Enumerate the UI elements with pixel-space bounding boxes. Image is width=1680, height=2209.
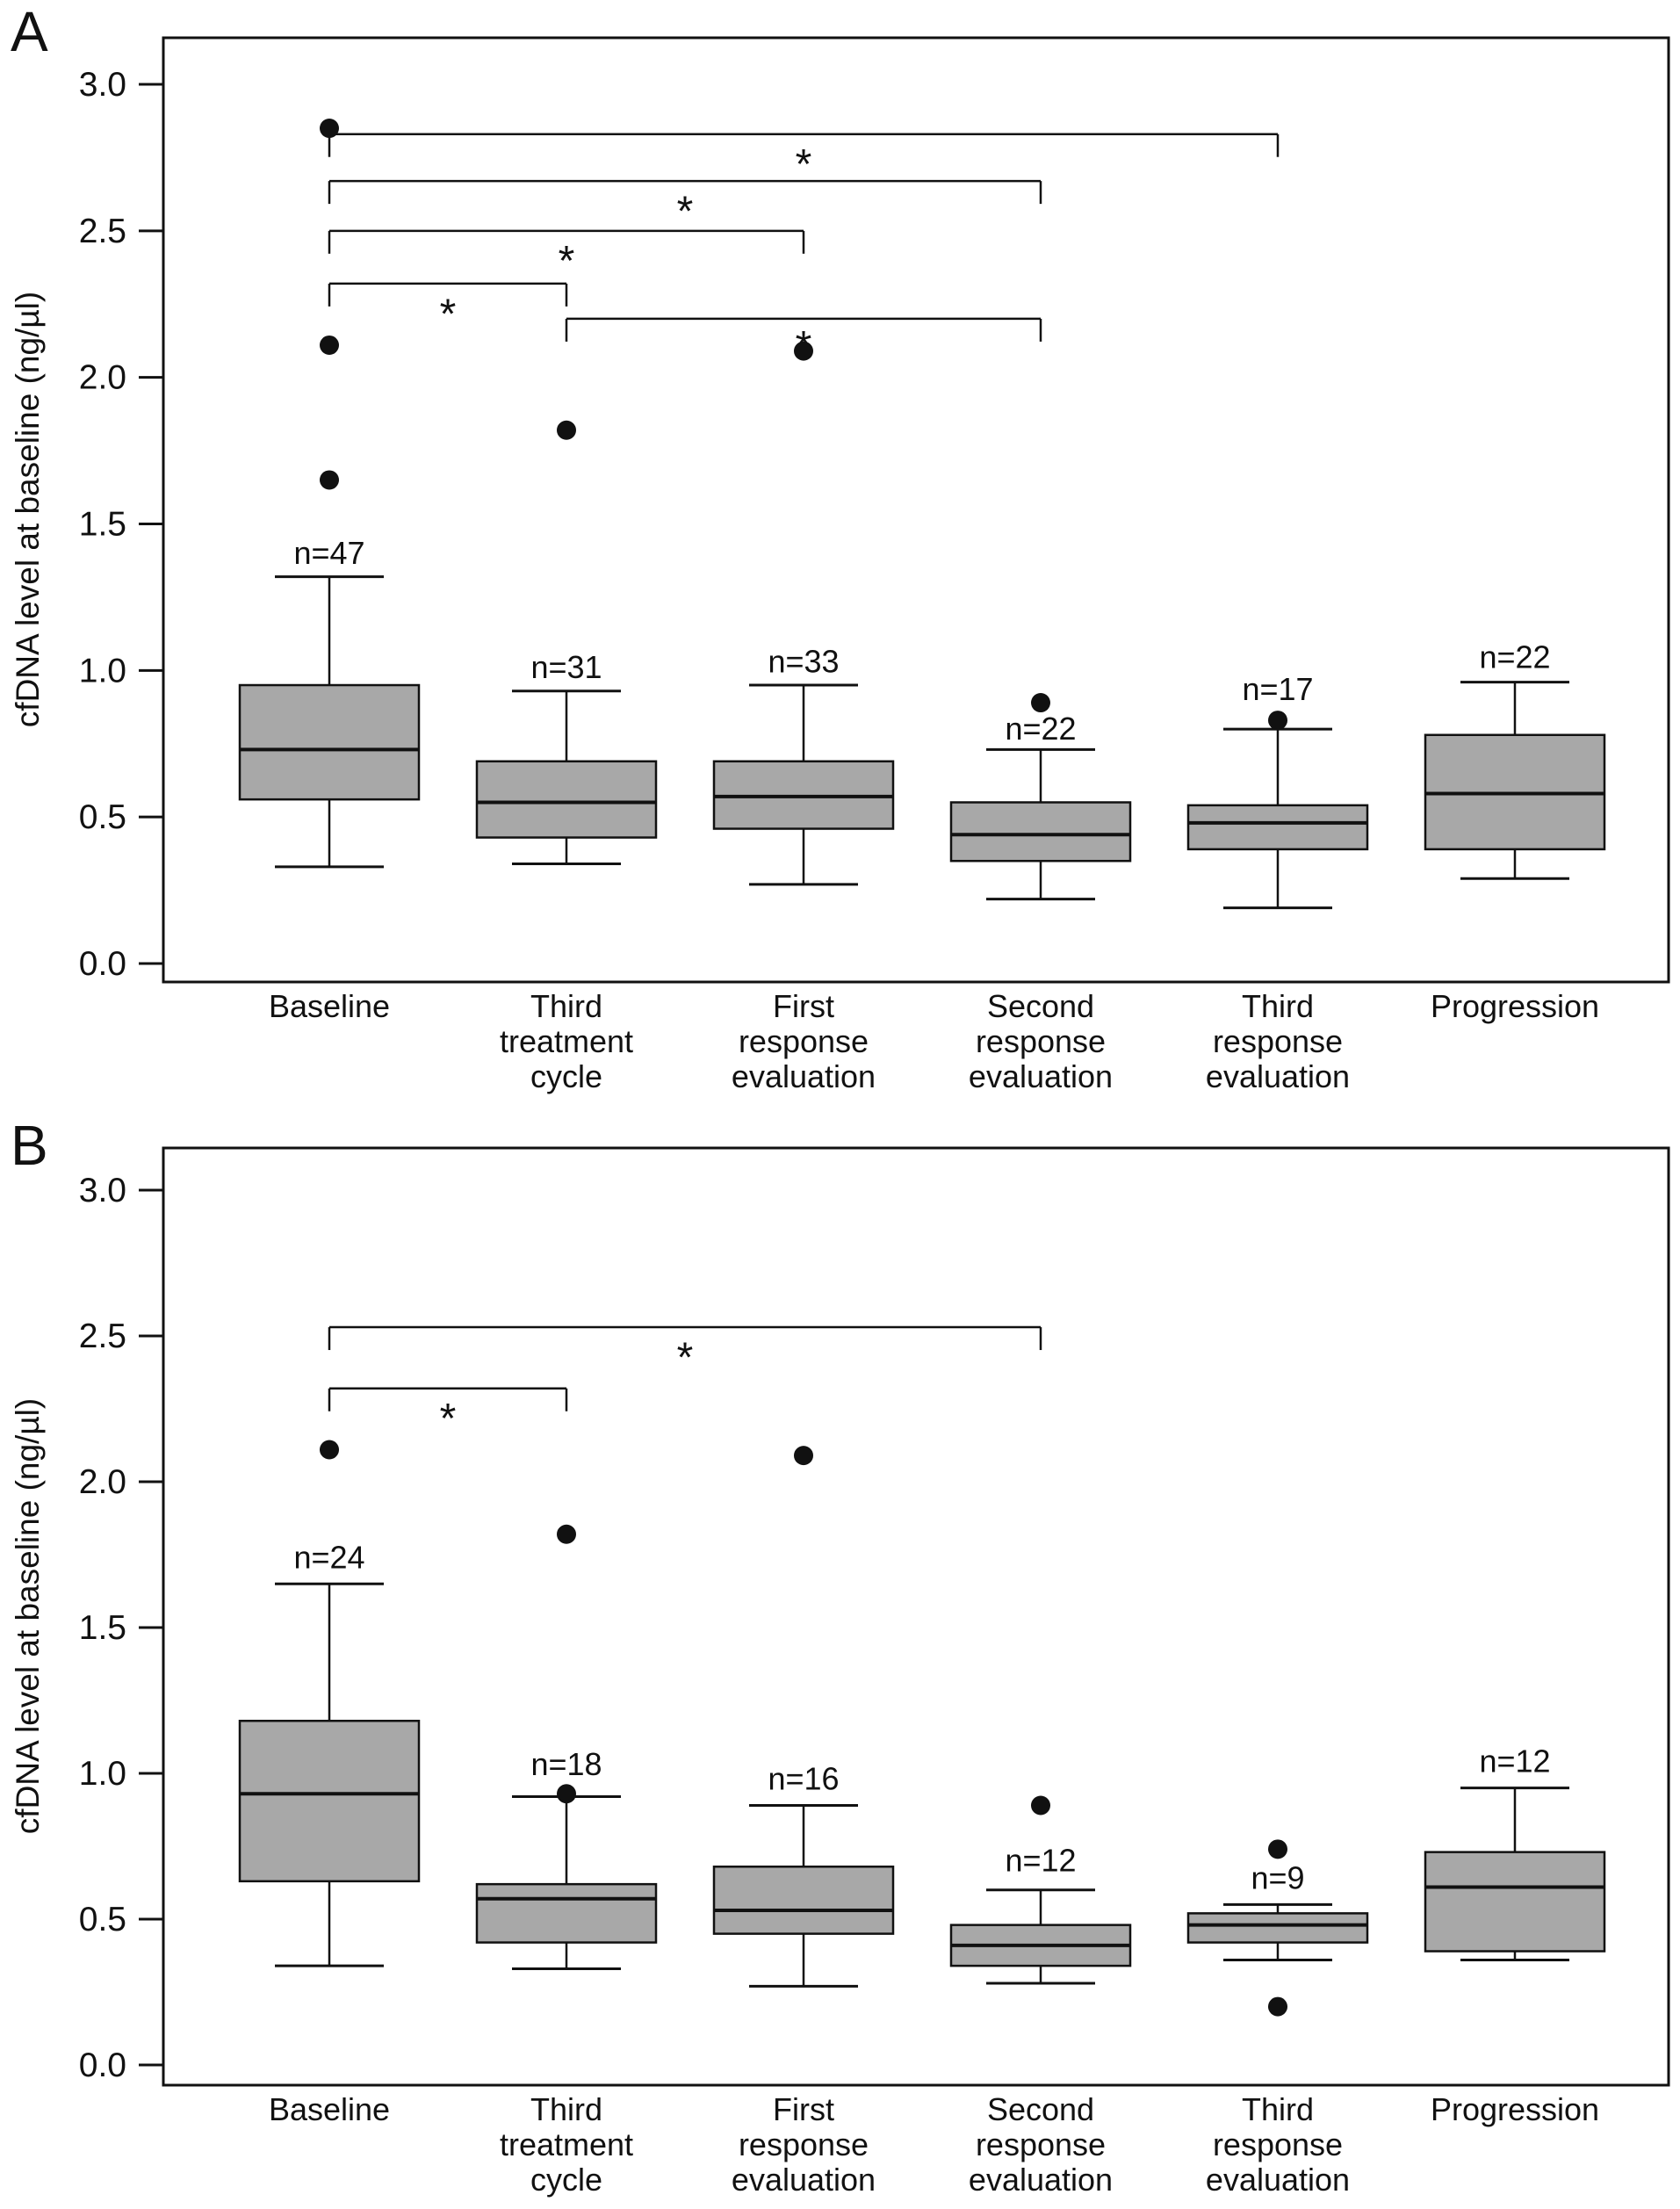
- category-label: Baseline: [268, 988, 391, 1024]
- panel-b: [10, 1114, 1669, 2198]
- box: [240, 685, 419, 799]
- n-label: n=18: [530, 1746, 602, 1783]
- box: [1425, 1852, 1604, 1952]
- box: [1188, 1913, 1367, 1942]
- y-tick-label: 3.0: [78, 1172, 126, 1209]
- y-tick-label: 1.5: [78, 1609, 126, 1647]
- category-label: response: [975, 2126, 1107, 2162]
- y-tick-label: 3.0: [78, 66, 126, 104]
- outlier-dot: [1031, 693, 1050, 712]
- panel-a-plot-area: [79, 66, 1604, 1094]
- outlier-dot: [557, 421, 576, 440]
- y-tick-label: 2.5: [78, 212, 126, 250]
- y-tick-label: 2.0: [78, 1463, 126, 1501]
- significance-star: *: [676, 188, 694, 235]
- panel-b-plot-area: [79, 1172, 1604, 2198]
- box: [714, 1866, 893, 1933]
- category-label: Second: [986, 988, 1095, 1024]
- outlier-dot: [320, 470, 339, 489]
- category-label: response: [1212, 2126, 1344, 2162]
- outlier-dot: [1031, 1796, 1050, 1816]
- n-label: n=31: [530, 649, 602, 686]
- n-label: n=22: [1479, 639, 1551, 675]
- panel-b-letter: B: [11, 1114, 48, 1177]
- panel-b-y-axis-title: cfDNA level at baseline (ng/µl): [10, 1397, 46, 1835]
- outlier-dot: [320, 336, 339, 355]
- y-tick-label: 0.0: [78, 2047, 126, 2084]
- category-label: evaluation: [1205, 2162, 1351, 2198]
- significance-star: *: [795, 141, 812, 189]
- n-label: n=12: [1479, 1743, 1551, 1779]
- category-label: evaluation: [731, 1058, 876, 1094]
- n-label: n=16: [768, 1760, 840, 1797]
- y-tick-label: 0.0: [78, 945, 126, 984]
- outlier-dot: [557, 1525, 576, 1544]
- y-tick-label: 1.0: [78, 1755, 126, 1793]
- significance-star: *: [558, 238, 575, 285]
- y-tick-label: 2.5: [78, 1317, 126, 1355]
- box: [477, 1884, 656, 1942]
- n-label: n=9: [1251, 1859, 1305, 1896]
- outlier-dot: [1268, 711, 1287, 730]
- category-label: Third: [1241, 988, 1315, 1024]
- significance-star: *: [439, 1395, 457, 1442]
- n-label: n=24: [293, 1539, 365, 1576]
- category-label: cycle: [530, 2162, 603, 2198]
- category-label: cycle: [530, 1058, 603, 1094]
- category-label: Progression: [1430, 2091, 1600, 2127]
- outlier-dot: [320, 1440, 339, 1459]
- category-label: response: [738, 1023, 869, 1059]
- category-label: response: [975, 1023, 1107, 1059]
- category-label: treatment: [499, 2126, 634, 2162]
- box: [240, 1721, 419, 1881]
- significance-star: *: [439, 291, 457, 338]
- outlier-dot: [794, 342, 813, 361]
- y-tick-label: 0.5: [78, 798, 126, 837]
- category-label: Progression: [1430, 988, 1600, 1024]
- category-label: response: [738, 2126, 869, 2162]
- outlier-dot: [1268, 1839, 1287, 1859]
- category-label: Second: [986, 2091, 1095, 2127]
- n-label: n=12: [1005, 1842, 1077, 1879]
- n-label: n=47: [293, 534, 365, 571]
- category-label: evaluation: [1205, 1058, 1351, 1094]
- n-label: n=17: [1242, 671, 1314, 708]
- category-label: evaluation: [968, 1058, 1114, 1094]
- category-label: evaluation: [968, 2162, 1114, 2198]
- n-label: n=33: [768, 643, 840, 680]
- outlier-dot: [1268, 1997, 1287, 2017]
- category-label: Baseline: [268, 2091, 391, 2127]
- category-label: Third: [530, 2091, 603, 2127]
- box: [1188, 805, 1367, 849]
- panel-a-letter: A: [11, 0, 48, 63]
- box: [477, 762, 656, 838]
- box: [951, 802, 1130, 861]
- category-label: response: [1212, 1023, 1344, 1059]
- y-tick-label: 1.5: [78, 505, 126, 544]
- category-label: Third: [1241, 2091, 1315, 2127]
- y-tick-label: 0.5: [78, 1901, 126, 1938]
- category-label: treatment: [499, 1023, 634, 1059]
- category-label: First: [773, 988, 834, 1024]
- category-label: evaluation: [731, 2162, 876, 2198]
- significance-star: *: [676, 1334, 694, 1382]
- y-tick-label: 1.0: [78, 652, 126, 690]
- n-label: n=22: [1005, 711, 1077, 747]
- outlier-dot: [320, 119, 339, 138]
- y-tick-label: 2.0: [78, 358, 126, 397]
- outlier-dot: [557, 1784, 576, 1803]
- category-label: First: [773, 2091, 834, 2127]
- outlier-dot: [794, 1446, 813, 1465]
- panel-a: [10, 0, 1669, 1094]
- panel-a-y-axis-title: cfDNA level at baseline (ng/µl): [10, 291, 46, 728]
- category-label: Third: [530, 988, 603, 1024]
